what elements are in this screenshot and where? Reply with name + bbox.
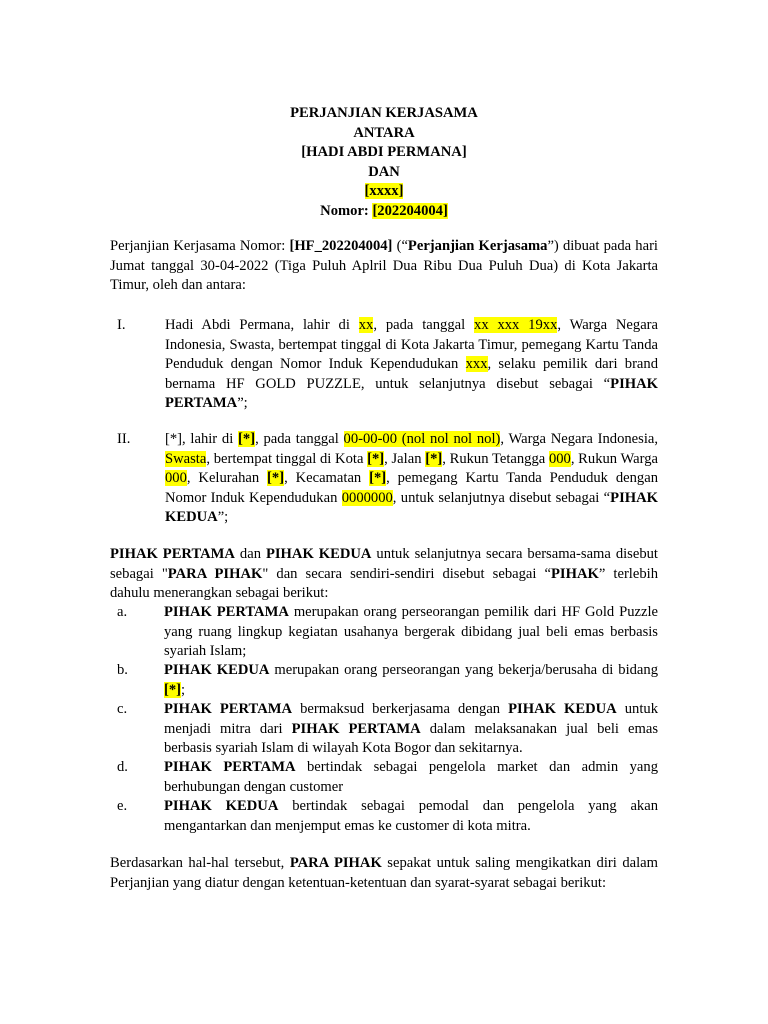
intro-text: (“ xyxy=(392,238,408,254)
party-text: , bertempat tinggal di Kota xyxy=(206,450,368,467)
defined-term: PIHAK PERTAMA xyxy=(165,375,658,411)
placeholder-field: 0000000 xyxy=(341,489,393,506)
party-number-2: II. xyxy=(117,431,131,447)
item-text: bermaksud berkerjasama dengan xyxy=(292,701,509,717)
party-text: , Kecamatan xyxy=(284,470,370,486)
placeholder-field: 000 xyxy=(548,450,571,467)
recital-text: " dan secara sendiri-sendiri disebut sebagai “ xyxy=(262,565,552,582)
party-text: , Jalan xyxy=(384,450,426,467)
party-text: ”; xyxy=(217,509,229,525)
intro-paragraph xyxy=(110,237,658,296)
placeholder-field: 00-00-00 (nol nol nol nol) xyxy=(343,431,501,447)
party-text: , Warga Negara Indonesia, xyxy=(500,431,658,447)
list-item-e xyxy=(164,797,658,836)
placeholder-field: xx xyxy=(358,317,374,333)
recital-text: dan xyxy=(234,546,266,562)
closing-text: Berdasarkan hal-hal tersebut, xyxy=(110,855,290,871)
party-number-1: I. xyxy=(117,317,126,333)
defined-term: PARA PIHAK xyxy=(289,855,382,871)
defined-term: PIHAK PERTAMA xyxy=(164,759,296,775)
placeholder-field: [*] xyxy=(425,450,443,467)
agreement-code: [HF_202204004] xyxy=(289,238,393,254)
defined-term: PIHAK KEDUA xyxy=(165,489,658,525)
party-text: , selaku pemilik dari brand bernama HF GOLD PUZZLE, untuk selanjutnya disebut sebagai “ xyxy=(165,356,659,392)
defined-term: PIHAK KEDUA xyxy=(164,662,270,678)
defined-term: PIHAK PERTAMA xyxy=(164,701,293,717)
item-text: dalam melaksanakan jual beli emas berbasis syariah Islam di wilayah Kota Bogor dan sekitarnya. xyxy=(164,720,658,756)
list-item-a xyxy=(164,603,658,662)
defined-term: PARA PIHAK xyxy=(167,565,263,582)
defined-term: PIHAK KEDUA xyxy=(265,546,372,562)
closing-paragraph xyxy=(110,854,658,893)
defined-term: PIHAK PERTAMA xyxy=(110,546,235,562)
title-line-3: [HADI ABDI PERMANA] xyxy=(301,144,467,161)
document-title xyxy=(0,104,768,222)
recital-text: untuk selanjutnya secara bersama-sama disebut sebagai " xyxy=(110,546,658,582)
party-text: , Rukun Tetangga xyxy=(442,450,549,467)
defined-term: PIHAK PERTAMA xyxy=(164,604,289,620)
placeholder-field: xx xxx 19xx xyxy=(474,317,558,333)
title-line-4: DAN xyxy=(368,163,400,180)
party-2-paragraph xyxy=(165,430,658,528)
highlighted-party-name: [xxxx] xyxy=(364,183,404,200)
item-text: merupakan orang perseorangan yang bekerja/berusaha di bidang xyxy=(269,662,658,678)
recital-paragraph xyxy=(110,545,658,604)
party-1-paragraph xyxy=(165,316,658,414)
recital-text: ” terlebih dahulu menerangkan sebagai berikut: xyxy=(110,565,658,601)
party-text: Hadi Abdi Permana, lahir di xyxy=(165,317,359,333)
item-letter-e: e. xyxy=(117,798,128,814)
title-line-6 xyxy=(0,202,768,222)
closing-text: sepakat untuk saling mengikatkan diri dalam Perjanjian yang diatur dengan ketentuan-ketentuan dan syarat-syarat sebagai berikut: xyxy=(110,855,658,891)
title-line-2: ANTARA xyxy=(353,124,415,141)
defined-term: Perjanjian Kerjasama xyxy=(407,238,548,254)
item-text: merupakan orang perseorangan pemilik dari HF Gold Puzzle yang ruang lingkup kegiatan usahanya bergerak dibidang jual beli emas berbasis syariah Islam; xyxy=(164,604,658,659)
list-item-c xyxy=(164,700,658,759)
list-item-d xyxy=(164,758,658,797)
item-text: untuk menjadi mitra dari xyxy=(164,701,658,737)
defined-term: PIHAK KEDUA xyxy=(508,701,617,717)
defined-term: PIHAK PERTAMA xyxy=(291,720,421,737)
party-text: , Rukun Warga xyxy=(570,450,658,467)
highlighted-agreement-number: [202204004] xyxy=(372,202,448,219)
item-text: bertindak sebagai pemodal dan pengelola yang akan mengantarkan dan menjemput emas ke customer di kota mitra. xyxy=(164,798,658,834)
title-line-1: PERJANJIAN KERJASAMA xyxy=(290,105,478,121)
placeholder-field: [*] xyxy=(238,431,256,447)
party-text: , Warga Negara Indonesia, Swasta, bertempat tinggal di Kota Jakarta Timur, pemegang Kartu Tanda Penduduk dengan Nomor Induk Kependudukan xyxy=(165,317,659,372)
defined-term: PIHAK KEDUA xyxy=(164,798,279,814)
placeholder-field: xxx xyxy=(465,356,488,372)
placeholder-field: [*] xyxy=(367,450,385,467)
placeholder-field: Swasta xyxy=(165,450,207,467)
item-letter-d: d. xyxy=(117,759,128,775)
party-text: , pada tanggal xyxy=(255,431,344,447)
defined-term: PIHAK xyxy=(551,565,599,582)
placeholder-field: [*] xyxy=(369,470,387,486)
intro-text: ”) dibuat pada hari Jumat tanggal 30-04-2022 (Tiga Puluh Aplril Dua Ribu Dua Puluh Dua) di Kota Jakarta Timur, oleh dan antara: xyxy=(110,238,658,293)
item-letter-a: a. xyxy=(117,604,128,620)
intro-text: Perjanjian Kerjasama Nomor: xyxy=(110,238,290,254)
placeholder-field: [*] xyxy=(267,470,285,486)
placeholder-field: [*] xyxy=(164,681,182,698)
party-text: , pada tanggal xyxy=(373,317,475,333)
number-label: Nomor: xyxy=(320,202,373,219)
item-letter-b: b. xyxy=(117,662,128,678)
party-text: , pemegang Kartu Tanda Penduduk dengan Nomor Induk Kependudukan xyxy=(165,470,658,506)
placeholder-field: 000 xyxy=(165,470,187,486)
item-text: ; xyxy=(181,681,186,698)
title-line-5 xyxy=(0,182,768,202)
party-text: [*], lahir di xyxy=(165,431,239,447)
party-text: , untuk selanjutnya disebut sebagai “ xyxy=(392,489,611,506)
item-letter-c: c. xyxy=(117,701,128,717)
item-text: bertindak sebagai pengelola market dan admin yang berhubungan dengan customer xyxy=(164,759,658,795)
party-text: ”; xyxy=(237,395,248,411)
list-item-b xyxy=(164,661,658,700)
party-text: , Kelurahan xyxy=(186,470,268,486)
